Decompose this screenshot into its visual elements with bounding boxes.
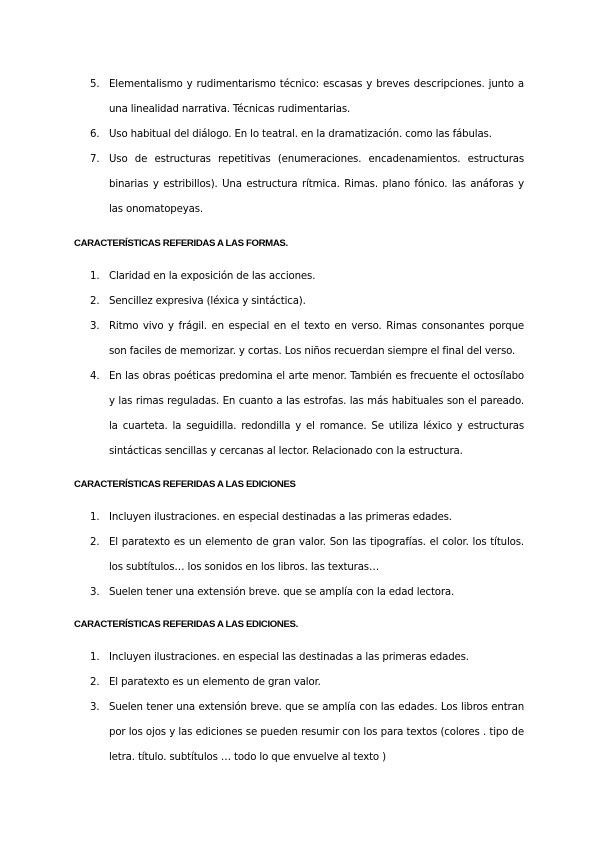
list-item [74,264,524,289]
item-text: Incluyen ilustraciones. en especial destinadas a las primeras edades. [109,512,452,523]
item-text: Ritmo vivo y frágil. en especial en el texto en verso. Rimas consonantes porque son faciles de memorizar. y cortas. Los niños recuerdan siempre el final del verso. [109,321,524,357]
list-item [74,580,524,605]
item-text: El paratexto es un elemento de gran valor. Son las tipografías. el color. los títulos. los subtítulos… los sonidos en los libros. las texturas… [109,537,524,573]
item-number: 4. [90,371,100,382]
item-text: Suelen tener una extensión breve. que se amplía con las edades. Los libros entran por los ojos y las ediciones se pueden resumir con los para textos (colores . tipo de letra. título. subtítulos … todo lo que envuelve al texto ) [109,702,524,763]
item-number: 3. [90,321,100,332]
section-heading-ediciones: CARACTERÍSTICAS REFERIDAS A LAS EDICIONES [74,479,296,490]
formas-list [74,264,524,464]
item-text: El paratexto es un elemento de gran valor. [109,677,321,688]
intro-list [74,72,524,222]
item-number: 1. [90,652,100,663]
item-number: 1. [90,271,100,282]
list-item [74,314,524,364]
ediciones-list [74,505,524,605]
item-text: Claridad en la exposición de las acciones. [109,271,316,282]
item-number: 3. [90,702,100,713]
section-heading-formas: CARACTERÍSTICAS REFERIDAS A LAS FORMAS. [74,238,288,249]
item-number: 2. [90,296,100,307]
list-item [74,670,524,695]
list-item [74,530,524,580]
item-text: Elementalismo y rudimentarismo técnico: escasas y breves descripciones. junto a una linealidad narrativa. Técnicas rudimentarias. [109,79,524,115]
item-text: Uso habitual del diálogo. En lo teatral. en la dramatización. como las fábulas. [109,129,492,140]
list-item [74,695,524,770]
list-item [74,147,524,222]
list-item [74,289,524,314]
list-item [74,505,524,530]
section-heading-ediciones-2: CARACTERÍSTICAS REFERIDAS A LAS EDICIONES. [74,619,298,630]
item-number: 2. [90,537,100,548]
item-number: 5. [90,79,100,90]
item-number: 7. [90,154,100,165]
item-text: Incluyen ilustraciones. en especial las destinadas a las primeras edades. [109,652,469,663]
list-item [74,364,524,464]
item-number: 3. [90,587,100,598]
list-item [74,72,524,122]
item-number: 1. [90,512,100,523]
item-text: En las obras poéticas predomina el arte menor. También es frecuente el octosílabo y las rimas reguladas. En cuanto a las estrofas. las más habituales son el pareado. la cuarteta. la seguidilla. redondilla y el romance. Se utiliza léxico y estructuras sintácticas sencillas y cercanas al lector. Relacionado con la estructura. [109,371,524,457]
ediciones-2-list [74,645,524,770]
item-number: 2. [90,677,100,688]
item-number: 6. [90,129,100,140]
list-item [74,645,524,670]
list-item [74,122,524,147]
item-text: Suelen tener una extensión breve. que se amplía con la edad lectora. [109,587,455,598]
item-text: Sencillez expresiva (léxica y sintáctica). [109,296,306,307]
item-text: Uso de estructuras repetitivas (enumeraciones. encadenamientos. estructuras binarias y estribillos). Una estructura rítmica. Rimas. plano fónico. las anáforas y las onomatopeyas. [109,154,524,215]
